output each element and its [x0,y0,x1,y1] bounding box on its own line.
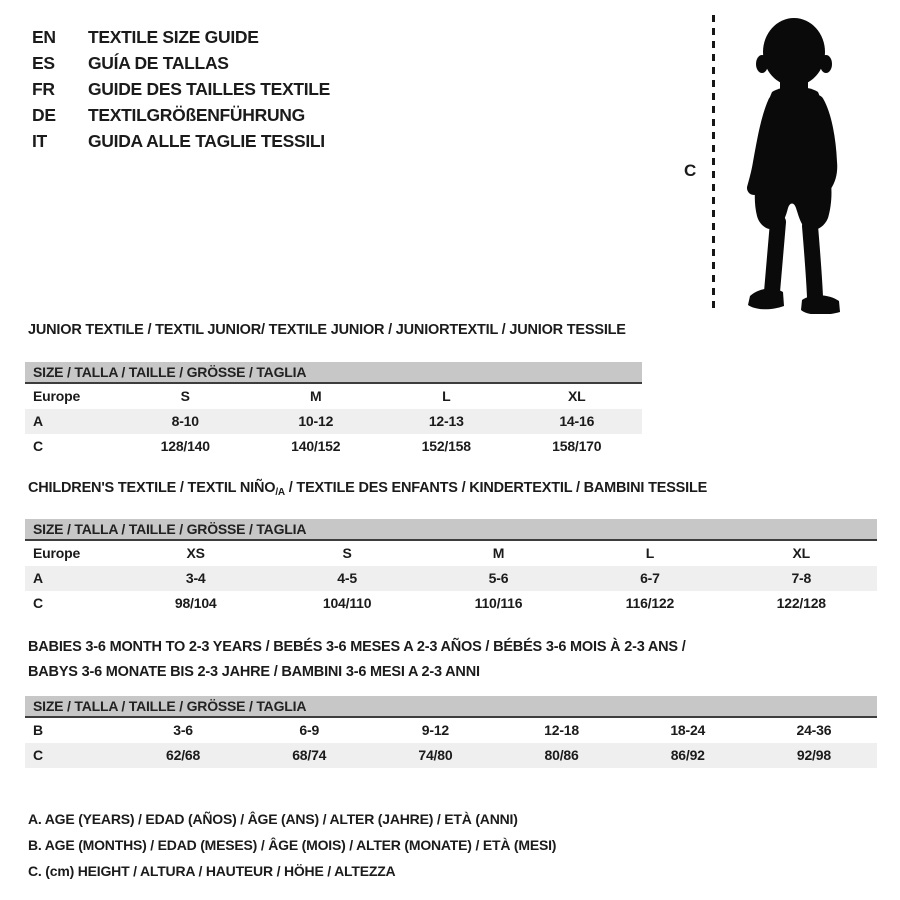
language-code: IT [32,131,47,151]
size-cell: 158/170 [552,438,602,454]
size-cell: 7-8 [791,570,812,586]
size-cell: 152/158 [421,438,471,454]
size-cell: M [310,388,322,404]
babies-table [25,696,877,768]
legend-line-b: B. AGE (MONTHS) / EDAD (MESES) / ÂGE (MOIS) / ALTER (MONATE) / ETÀ (MESI) [28,837,557,853]
measurement-legend [28,806,556,884]
size-cell: M [492,545,505,561]
size-cell: XS [186,545,205,561]
children-title-sub: /A [275,487,285,498]
size-cell: L [645,545,655,561]
size-cell: S [180,388,190,404]
size-cell: 6-7 [640,570,660,586]
junior-table-header: SIZE / TALLA / TAILLE / GRÖSSE / TAGLIA [25,362,642,384]
size-cell: 104/110 [322,595,372,611]
children-section-title [28,480,707,498]
row-label: C [33,747,43,763]
size-cell: 12-13 [428,413,464,429]
junior-section-title: JUNIOR TEXTILE / TEXTIL JUNIOR/ TEXTILE JUNIOR / JUNIORTEXTIL / JUNIOR TESSILE [28,322,626,338]
legend-line-c: C. (cm) HEIGHT / ALTURA / HAUTEUR / HÖHE / ALTEZZA [28,863,396,879]
table-row [25,541,877,566]
row-label: C [33,438,43,454]
row-label: C [33,595,43,611]
size-cell: XL [792,545,811,561]
language-title-list [32,24,330,154]
size-cell: 5-6 [488,570,509,586]
size-cell: 3-6 [173,722,193,738]
table-row [25,384,642,409]
children-table [25,519,877,616]
row-label: A [33,413,43,429]
row-label: Europe [33,388,81,404]
baby-silhouette [722,14,862,314]
row-label: B [33,722,43,738]
size-cell: S [342,545,352,561]
size-cell: 18-24 [670,722,706,738]
table-row [25,434,642,459]
size-cell: 62/68 [166,747,201,763]
size-cell: 98/104 [174,595,217,611]
children-title-post: / TEXTILE DES ENFANTS / KINDERTEXTIL / BAMBINI TESSILE [284,480,708,496]
junior-table [25,362,642,459]
size-cell: 74/80 [418,747,453,763]
language-title: GUIDA ALLE TAGLIE TESSILI [88,131,325,151]
size-cell: 92/98 [796,747,831,763]
height-label-c: C [684,161,697,180]
babies-section-title-line2: BABYS 3-6 MONATE BIS 2-3 JAHRE / BAMBINI 3-6 MESI A 2-3 ANNI [28,664,480,680]
table-row [25,718,877,743]
size-cell: 128/140 [160,438,210,454]
size-cell: 122/128 [776,595,826,611]
size-cell: 10-12 [298,413,334,429]
size-cell: 116/122 [625,595,675,611]
row-label: Europe [33,545,81,561]
size-cell: 12-18 [544,722,579,738]
size-cell: 80/86 [544,747,579,763]
table-row [25,409,642,434]
babies-section-title-line1: BABIES 3-6 MONTH TO 2-3 YEARS / BEBÉS 3-6 MESES A 2-3 AÑOS / BÉBÉS 3-6 MOIS À 2-3 ANS / [28,639,686,655]
size-cell: L [442,388,451,404]
size-cell: 3-4 [185,570,206,586]
language-row-it [32,128,330,154]
language-code: EN [32,27,56,47]
language-row-es [32,50,330,76]
language-row-fr [32,76,330,102]
size-cell: 24-36 [796,722,832,738]
table-row [25,743,877,768]
children-table-header: SIZE / TALLA / TAILLE / GRÖSSE / TAGLIA [25,519,877,541]
height-measure-dotted-line [712,15,715,313]
size-cell: 4-5 [337,570,357,586]
language-title: GUÍA DE TALLAS [88,53,229,73]
size-cell: XL [568,388,586,404]
language-code: DE [32,105,56,125]
language-code: FR [32,79,55,99]
babies-table-header: SIZE / TALLA / TAILLE / GRÖSSE / TAGLIA [25,696,877,718]
language-title: TEXTILE SIZE GUIDE [88,27,259,47]
children-title-pre: CHILDREN'S TEXTILE / TEXTIL NIÑO [28,480,276,496]
size-cell: 9-12 [421,722,450,738]
table-row [25,591,877,616]
legend-line-a: A. AGE (YEARS) / EDAD (AÑOS) / ÂGE (ANS) / ALTER (JAHRE) / ETÀ (ANNI) [28,811,518,827]
size-cell: 68/74 [292,747,327,763]
row-label: A [33,570,43,586]
size-cell: 86/92 [670,747,705,763]
language-row-de [32,102,330,128]
size-cell: 8-10 [171,413,199,429]
size-cell: 110/116 [474,595,523,611]
size-cell: 6-9 [299,722,320,738]
language-row-en [32,24,330,50]
size-cell: 14-16 [559,413,595,429]
language-code: ES [32,53,55,73]
language-title: TEXTILGRÖßENFÜHRUNG [88,105,305,125]
size-cell: 140/152 [291,438,341,454]
language-title: GUIDE DES TAILLES TEXTILE [88,79,331,99]
table-row [25,566,877,591]
